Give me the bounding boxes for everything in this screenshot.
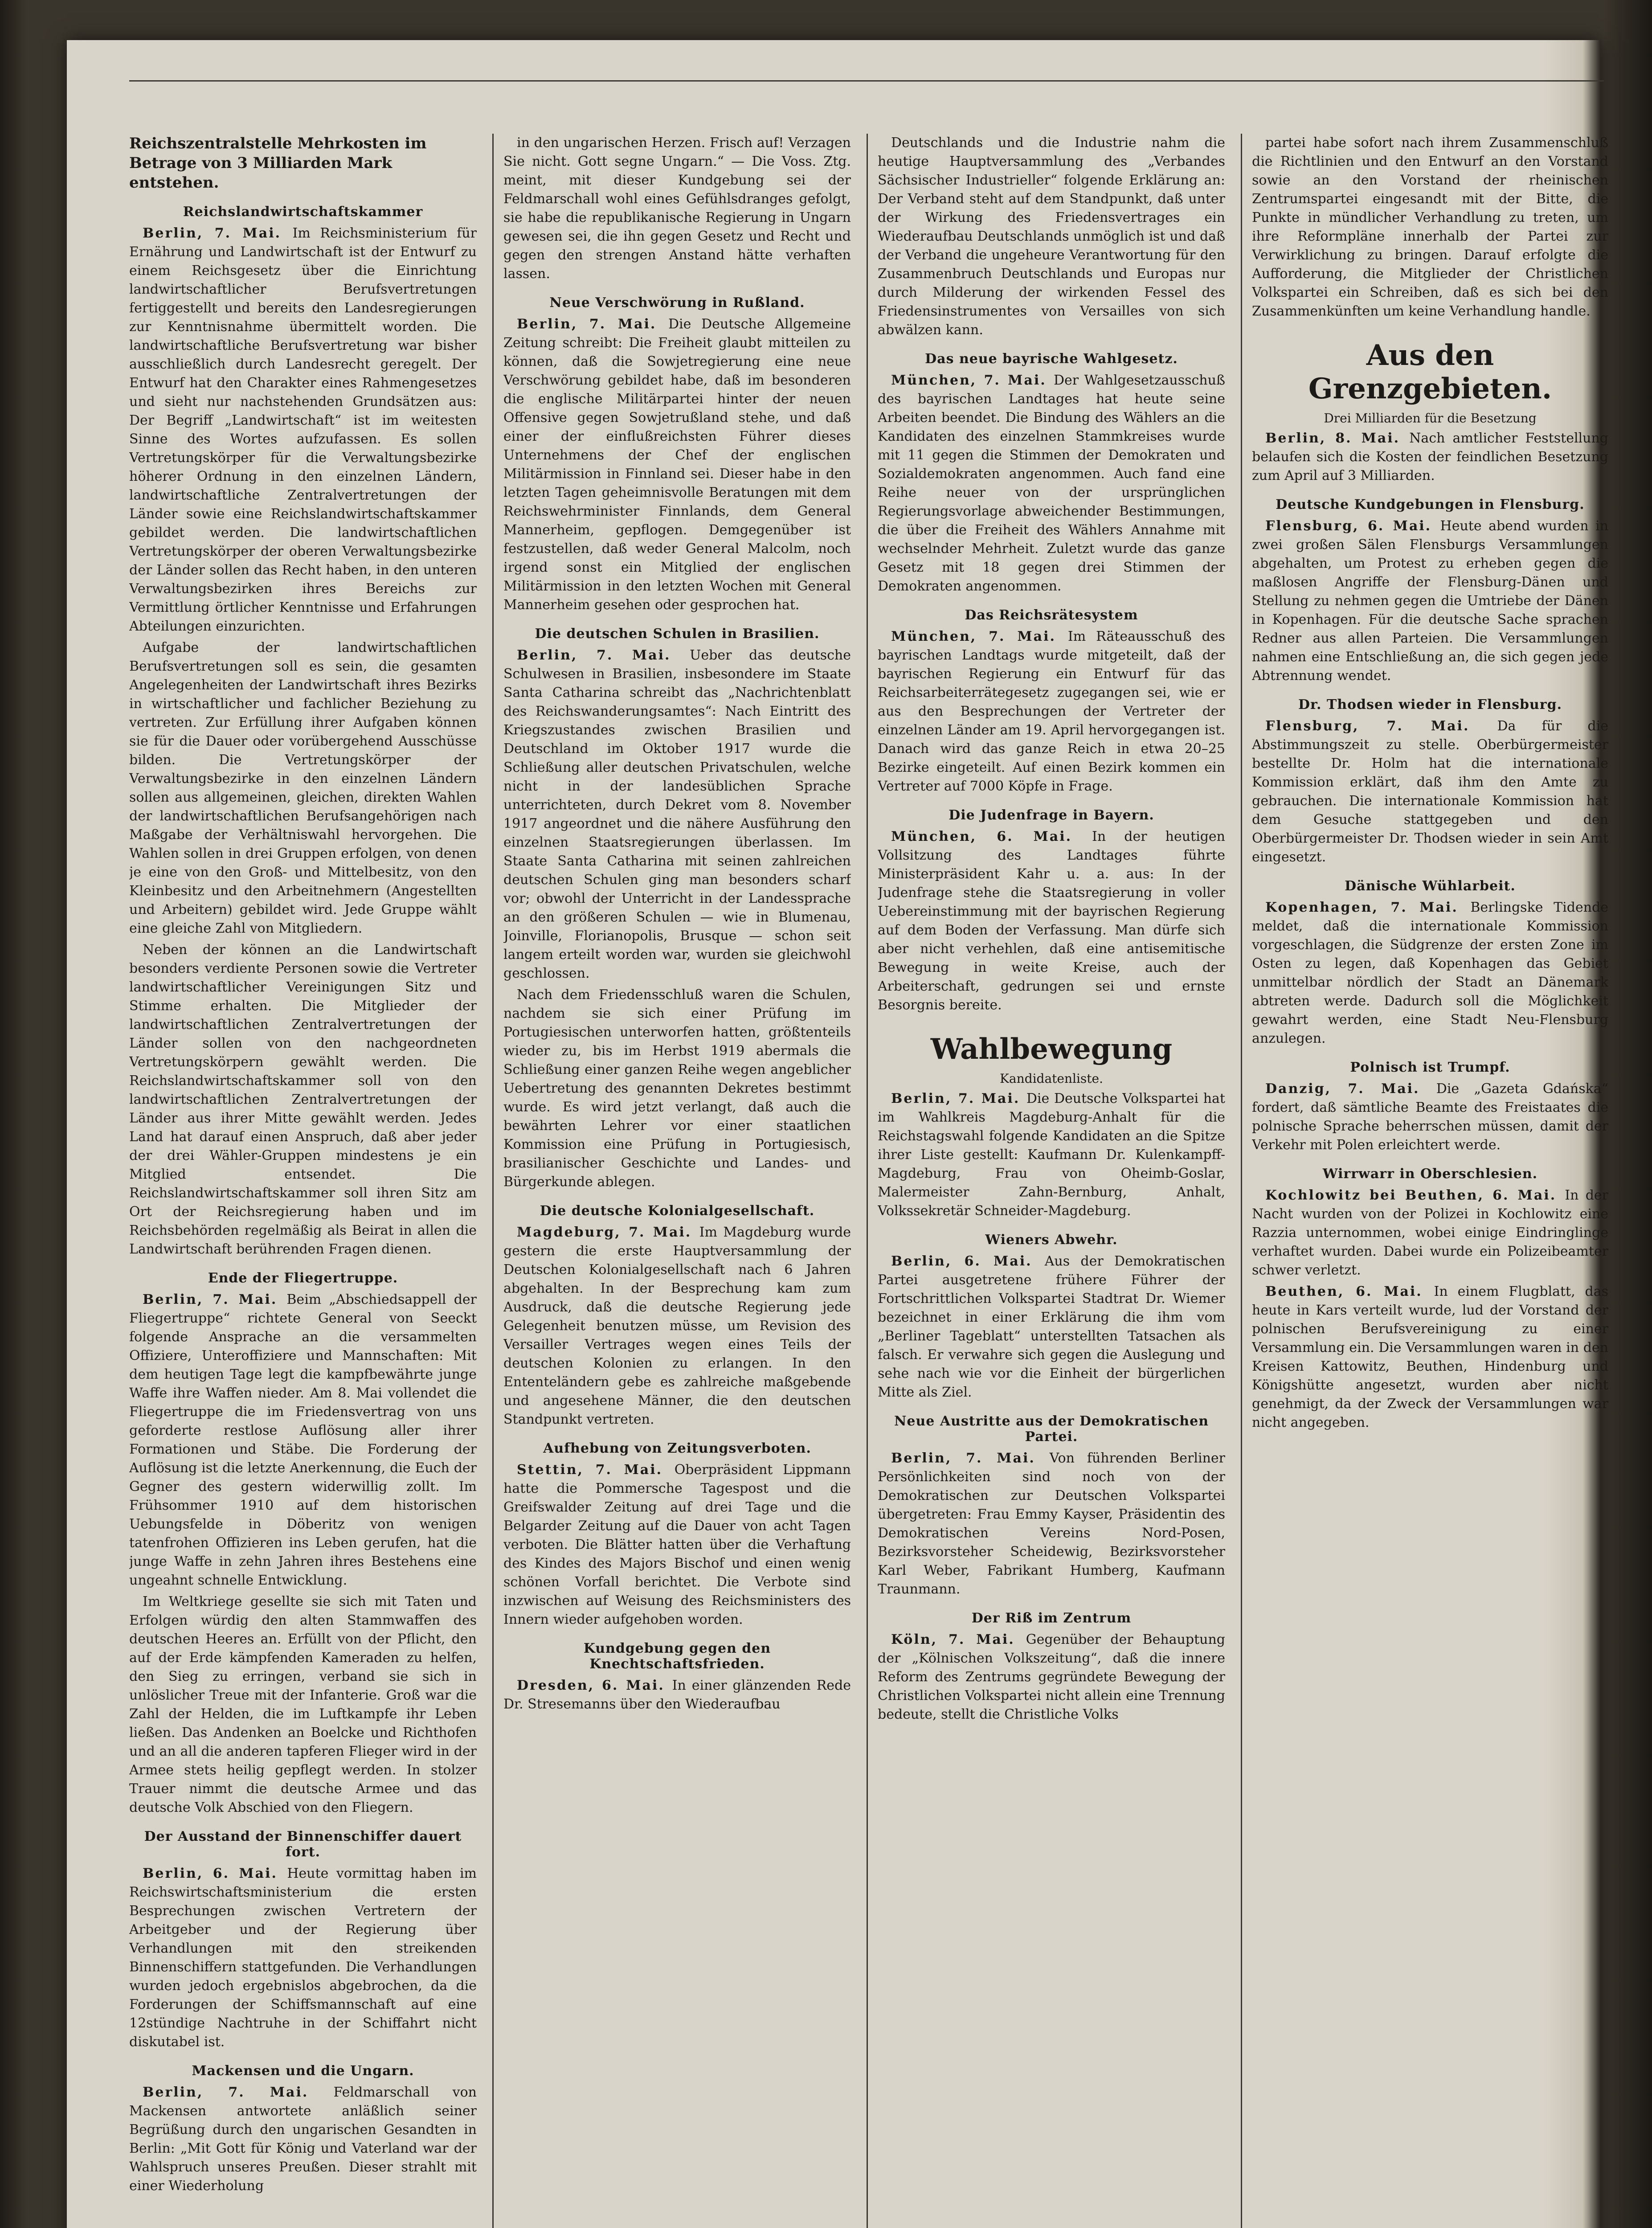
column-2	[503, 134, 851, 2228]
article-headline: Reichszentralstelle Mehrkosten im Betrage von 3 Milliarden Mark entstehen.	[129, 135, 427, 192]
article-paragraph	[1252, 517, 1608, 685]
article-paragraph	[878, 1089, 1225, 1220]
paragraph-text: Nach dem Friedensschluß waren die Schulen, nachdem sie sich einer Prüfung im Portugiesischen unterworfen hatten, größtenteils wieder zu, bis im Herbst 1919 abermals die Schließung einer ganzen Reihe wegen angeblicher Uebertretung des genannten Dekretes bestimmt wurde. Es wird jetzt verlangt, daß auch die bewährten Lehrer vor einer staatlichen Kommission eine Prüfung in Portugiesisch, brasilianischer Geschichte und Landes- und Bürgerkunde ablegen.	[503, 987, 851, 1190]
article-subheading: Die deutsche Kolonialgesellschaft.	[540, 1203, 815, 1219]
paragraph-text: partei habe sofort nach ihrem Zusammenschluß die Richtlinien und den Entwurf an den Vorstand sowie an den Vorstand der rheinischen Zentrumspartei eingesandt mit der Bitte, die Punkte in mündlicher Verhandlung zu treten, um ihre Reformpläne innerhalb der Partei zur Verwirklichung zu bringen. Darauf erfolgte die Aufforderung, die Mitglieder der Christlichen Volkspartei ein Schreiben, daß es sich bei den Zusammenkünften um keine Verhandlung handle.	[1252, 135, 1608, 319]
article-paragraph	[1252, 717, 1608, 867]
article-subheading: Kundgebung gegen den Knechtschaftsfrieden.	[583, 1641, 771, 1672]
article-paragraph	[503, 646, 851, 983]
paragraph-text: Beim „Abschiedsappell der Fliegertruppe“ richtete General von Seeckt folgende Ansprache an die versammelten Offiziere, Unteroffiziere und Mannschaften: Mit dem heutigen Tage legt die kampfbewährte junge Waffe ihre Waffen nieder. Am 8. Mai vollendet die Fliegertruppe die im Friedensvertrag von uns geforderte restlose Auflösung aller ihrer Formationen und Stäbe. Die Forderung der Auflösung ist die letzte Anerkennung, die Euch der Gegner des gestern widerwillig zollt. Im Frühsommer 1910 auf dem historischen Uebungsfelde in Döberitz von wenigen tatenfrohen Offizieren ins Leben gerufen, hat die junge Waffe in zehn Jahren ihres Bestehens eine ungeahnt schnelle Entwicklung.	[129, 1292, 477, 1588]
article-paragraph	[503, 1676, 851, 1714]
column-4	[1252, 134, 1608, 2228]
article-paragraph	[129, 639, 477, 938]
dateline: Stettin, 7. Mai.	[517, 1462, 675, 1478]
page-body	[129, 134, 1608, 2228]
paragraph-text: In der heutigen Vollsitzung des Landtages führte Ministerpräsident Kahr u. a. aus: In der Judenfrage stehe die Staatsregierung in voller Uebereinstimmung mit der bayrischen Regierung auf dem Boden der Verfassung. Man dürfe sich aber nicht verhehlen, daß eine antisemitische Bewegung in weite Kreise, auch der Arbeiterschaft, gedrungen sei und ernste Besorgnis bereite.	[878, 829, 1225, 1013]
dateline: Kopenhagen, 7. Mai.	[1265, 900, 1471, 915]
newspaper-page	[67, 40, 1608, 2228]
article-paragraph	[129, 941, 477, 1259]
article-paragraph	[129, 1864, 477, 2052]
article-paragraph	[503, 1223, 851, 1429]
dateline: Berlin, 6. Mai.	[891, 1253, 1045, 1269]
article-subheading: Deutsche Kundgebungen in Flensburg.	[1276, 497, 1585, 512]
dateline: Berlin, 7. Mai.	[517, 316, 668, 332]
paragraph-text: Aus der Demokratischen Partei ausgetretene frühere Führer der Fortschrittlichen Volkspartei Stadtrat Dr. Wiemer bezeichnet in einer Erklärung die ihm vom „Berliner Tageblatt“ unterstellten Tatsachen als falsch. Er verwahre sich gegen die Auslegung und sehe nach wie vor die Einheit der bürgerlichen Mitte als Ziel.	[878, 1253, 1225, 1400]
article-subheading: Das Reichsrätesystem	[965, 607, 1138, 623]
top-rule	[129, 80, 1604, 82]
article-subheading: Polnisch ist Trumpf.	[1350, 1060, 1510, 1075]
article-paragraph	[1252, 898, 1608, 1048]
article-paragraph	[1252, 429, 1608, 485]
article-paragraph	[878, 627, 1225, 796]
article-paragraph	[503, 134, 851, 283]
article-subheading: Reichslandwirtschaftskammer	[183, 204, 423, 220]
column-rule	[1241, 134, 1242, 2228]
paragraph-text: Die Deutsche Allgemeine Zeitung schreibt: Die Freiheit glaubt mitteilen zu können, daß die Sowjetregierung eine neue Verschwörung gebildet habe, daß im besonderen die englische Militärpartei hinter der neuen Offensive gegen Sowjetrußland stehe, und daß einer der einflußreichsten Führer dieses Unternehmens der Chef der englischen Militärmission in Finnland sei. Dieser habe in den letzten Tagen geheimnisvolle Beratungen mit dem Reichswehrminister Finnlands, dem General Mannerheim, gepflogen. Demgegenüber ist festzustellen, daß weder General Malcolm, noch irgend sonst ein Mitglied der englischen Militärmission in den letzten Wochen mit General Mannerheim gesehen oder gesprochen hat.	[503, 316, 851, 613]
paragraph-text: Von führenden Berliner Persönlichkeiten sind noch von der Demokratischen zur Deutschen Volkspartei übergetreten: Frau Emmy Kayser, Präsidentin des Demokratischen Vereins Nord-Posen, Bezirksvorsteher Scheidewig, Bezirksvorsteher Karl Weber, Fabrikant Humberg, Kaufmann Traunmann.	[878, 1450, 1225, 1597]
article-subheading: Aufhebung von Zeitungsverboten.	[543, 1441, 811, 1456]
article-subheading: Die Judenfrage in Bayern.	[949, 807, 1154, 823]
dateline: Berlin, 7. Mai.	[891, 1091, 1026, 1106]
article-paragraph	[129, 1593, 477, 1817]
section-kicker: Kandidatenliste.	[1000, 1071, 1103, 1086]
article-subheading: Neue Austritte aus der Demokratischen Partei.	[894, 1413, 1209, 1445]
article-subheading: Das neue bayrische Wahlgesetz.	[925, 351, 1178, 367]
dateline: Berlin, 7. Mai.	[517, 647, 690, 663]
dateline: Flensburg, 7. Mai.	[1265, 718, 1497, 734]
paragraph-text: Im Reichsministerium für Ernährung und Landwirtschaft ist der Entwurf zu einem Reichsgesetz über die Einrichtung landwirtschaftlicher Berufsvertretungen fertiggestellt und bereits den Landesregierungen zur Kenntnisnahme übermittelt worden. Die landwirtschaftliche Berufsvertretung war bisher ausschließlich durch Landesrecht geregelt. Der Entwurf hat den Charakter eines Rahmengesetzes und sieht nur nachstehenden Grundsätzen aus: Der Begriff „Landwirtschaft“ ist im weitesten Sinne des Wortes aufzufassen. Es sollen Vertretungskörper für die Verwaltungsbezirke höherer Ordnung in den einzelnen Ländern, landwirtschaftliche Zentralvertretungen der Länder sowie eine Reichslandwirtschaftskammer gebildet werden. Die landwirtschaftlichen Vertretungskörper der oberen Verwaltungsbezirke der Länder sollen das Recht haben, in den unteren Verwaltungsbezirken ihres Bereichs zur Vermittlung örtlicher Kenntnisse und Erfahrungen Abteilungen einzurichten.	[129, 225, 477, 634]
paragraph-text: Im Räteausschuß des bayrischen Landtags wurde mitgeteilt, daß der bayrischen Regierung ein Entwurf für das Reichsarbeiterrätegesetz zugegangen sei, wie er aus den Besprechungen der Vertreter der einzelnen Länder am 19. April hervorgegangen ist. Danach wird das ganze Reich in etwa 20–25 Bezirke eingeteilt. Auf einen Bezirk kommen ein Vertreter auf 7000 Köpfe in Frage.	[878, 629, 1225, 794]
paragraph-text: Oberpräsident Lippmann hatte die Pommersche Tagespost und die Greifswalder Zeitung auf drei Tage und die Belgarder Zeitung auf die Dauer von acht Tagen verboten. Die Blätter hatten über die Verhaftung des Kindes des Majors Bischof und einen wenig schönen Vorfall berichtet. Die Verbote sind inzwischen auf Weisung des Reichsministers des Innern wieder aufgehoben worden.	[503, 1462, 851, 1627]
dateline: Berlin, 8. Mai.	[1265, 430, 1410, 446]
dateline: Dresden, 6. Mai.	[517, 1678, 672, 1693]
article-paragraph	[878, 1449, 1225, 1599]
column-rule	[492, 134, 494, 2228]
article-subheading: Der Riß im Zentrum	[971, 1610, 1132, 1626]
article-paragraph	[878, 134, 1225, 340]
dateline: Berlin, 7. Mai.	[143, 1292, 287, 1307]
paragraph-text: Berlingske Tidende meldet, daß die internationale Kommission vorgeschlagen, die Südgrenze der ersten Zone im Osten zu legen, daß Kopenhagen das Gebiet unmittelbar nördlich der Stadt an Dänemark abtreten werde. Dadurch soll die Möglichkeit gewahrt werden, eine Stadt Neu-Flensburg anzulegen.	[1252, 900, 1608, 1046]
paragraph-text: Feldmarschall von Mackensen antwortete anläßlich seiner Begrüßung durch den ungarischen Gesandten in Berlin: „Mit Gott für König und Vaterland war der Wahlspruch unseres Preußen. Dieser strahlt mit einer Wiederholung	[129, 2085, 477, 2194]
paragraph-text: Der Wahlgesetzausschuß des bayrischen Landtages hat heute seine Arbeiten beendet. Die Bindung des Wählers an die Kandidaten des einzelnen Stammkreises wurde mit 11 gegen die Stimmen der Demokraten und Sozialdemokraten angenommen. Auch fand eine Reihe neuer von der ursprünglichen Regierungsvorlage abweichender Bestimmungen, die über die Freiheit des Wählers Annahme mit wechselnder Mehrheit. Zuletzt wurde das ganze Gesetz mit 18 gegen drei Stimmen der Demokraten angenommen.	[878, 373, 1225, 594]
dateline: Berlin, 6. Mai.	[143, 1866, 287, 1881]
dateline: Magdeburg, 7. Mai.	[517, 1225, 699, 1240]
article-paragraph	[503, 986, 851, 1192]
dateline: Kochlowitz bei Beuthen, 6. Mai.	[1265, 1188, 1565, 1203]
article-subheading: Dr. Thodsen wieder in Flensburg.	[1298, 697, 1562, 713]
section-heading: Wahlbewegung	[930, 1032, 1173, 1066]
article-subheading: Der Ausstand der Binnenschiffer dauert fort.	[144, 1829, 462, 1860]
paragraph-text: In einer glänzenden Rede Dr. Stresemanns über den Wiederaufbau	[503, 1678, 851, 1712]
article-paragraph	[129, 2083, 477, 2195]
paragraph-text: Im Magdeburg wurde gestern die erste Hauptversammlung der Deutschen Kolonialgesellschaft nach 6 Jahren abgehalten. In der Besprechung kam zum Ausdruck, daß die deutsche Regierung jede Gelegenheit benutzen müsse, um Revision des Versailler Vertrages wegen eines Teils der deutschen Kolonien zu erlangen. In den Ententeländern gebe es zahlreiche maßgebende und angesehene Männer, die den deutschen Standpunkt vertreten.	[503, 1225, 851, 1427]
dateline: Berlin, 7. Mai.	[143, 225, 293, 241]
article-paragraph	[878, 1630, 1225, 1724]
article-paragraph	[878, 371, 1225, 596]
article-paragraph	[1252, 1282, 1608, 1432]
column-3	[878, 134, 1225, 2228]
paragraph-text: Heute vormittag haben im Reichswirtschaftsministerium die ersten Besprechungen zwischen Vertretern der Arbeitgeber und der Regierung über Verhandlungen mit den streikenden Binnenschiffern stattgefunden. Die Verhandlungen wurden jedoch ergebnislos abgebrochen, da die Forderungen der Schiffsmannschaft auf eine 12stündige Nachtruhe in der Schiffahrt nicht diskutabel ist.	[129, 1866, 477, 2050]
paragraph-text: Die „Gazeta Gdańska“ fordert, daß sämtliche Beamte des Freistaates die polnische Sprache beherrschen müssen, damit der Verkehr mit Polen erleichtert werde.	[1252, 1081, 1608, 1153]
article-paragraph	[1252, 1186, 1608, 1280]
article-subheading: Wieners Abwehr.	[985, 1232, 1118, 1248]
article-paragraph	[129, 1290, 477, 1590]
paragraph-text: Gegenüber der Behauptung der „Kölnischen Volkszeitung“, daß die innere Reform des Zentrums gegründete Bewegung der Christlichen Volkspartei nicht allein eine Trennung bedeute, stellt die Christliche Volks	[878, 1632, 1225, 1722]
paragraph-text: Aufgabe der landwirtschaftlichen Berufsvertretungen soll es sein, die gesamten Angelegenheiten der Landwirtschaft ihres Bezirks in wirtschaftlicher und fachlicher Beziehung zu vertreten. Zur Erfüllung ihrer Aufgaben können sie für die Dauer oder vorübergehend Ausschüsse bilden. Die Vertretungskörper der Verwaltungsbezirke in den einzelnen Ländern sollen aus allgemeinen, gleichen, direkten Wahlen der landwirtschaftlichen Berufsangehörigen nach Maßgabe der Verhältniswahl hervorgehen. Die Wahlen sollen in drei Gruppen erfolgen, von denen je eine von den Groß- und Mittelbesitz, von den Kleinbesitz und den Arbeitnehmern (Angestellten und Arbeitern) gebildet wird. Jede Gruppe wählt eine gleiche Zahl von Mitgliedern.	[129, 640, 477, 936]
article-paragraph	[878, 827, 1225, 1015]
paragraph-text: Ueber das deutsche Schulwesen in Brasilien, insbesondere im Staate Santa Catharina schreibt das „Nachrichtenblatt des Reichswanderungsamtes“: Nach Eintritt des Kriegszustandes zwischen Brasilien und Deutschland im Oktober 1917 wurde die Schließung aller deutschen Privatschulen, welche nicht in der landesüblichen Sprache unterrichteten, durch Dekret vom 8. November 1917 angeordnet und die nähere Ausführung den einzelnen Staatsregierungen überlassen. Im Staate Santa Catharina mit seinen zahlreichen deutschen Schulen ging man besonders scharf vor; obwohl der Unterricht in der Landessprache an den größeren Schulen — wie in Blumenau, Joinville, Florianopolis, Brusque — schon seit langem erteilt worden war, wurden sie gleichwohl geschlossen.	[503, 647, 851, 981]
dateline: München, 7. Mai.	[891, 373, 1054, 388]
section-kicker: Drei Milliarden für die Besetzung	[1324, 411, 1537, 426]
paragraph-text: Nach amtlicher Feststellung belaufen sich die Kosten der feindlichen Besetzung zum April auf 3 Milliarden.	[1252, 430, 1608, 483]
article-paragraph	[129, 224, 477, 636]
column-rule	[867, 134, 868, 2228]
article-subheading: Wirrwarr in Oberschlesien.	[1322, 1166, 1538, 1182]
dateline: Berlin, 7. Mai.	[891, 1450, 1050, 1466]
article-subheading: Neue Verschwörung in Rußland.	[549, 295, 805, 311]
dateline: Beuthen, 6. Mai.	[1265, 1284, 1434, 1299]
paragraph-text: in den ungarischen Herzen. Frisch auf! Verzagen Sie nicht. Gott segne Ungarn.“ — Die Voss. Ztg. meint, mit dieser Kundgebung sei der Feldmarschall wohl eines Gefühlsdranges gefolgt, sie habe die republikanische Regierung in Ungarn gewesen sei, die ihn gegen Gesetz und Recht und gegen den strengen Anstand hätte verhaften lassen.	[503, 135, 851, 282]
article-subheading: Mackensen und die Ungarn.	[192, 2063, 414, 2079]
dateline: Berlin, 7. Mai.	[143, 2085, 334, 2100]
article-paragraph	[1252, 134, 1608, 321]
dateline: München, 7. Mai.	[891, 629, 1068, 644]
paragraph-text: Neben der können an die Landwirtschaft besonders verdiente Personen sowie die Vertreter landwirtschaftlicher Vereinigungen Sitz und Stimme erhalten. Die Mitglieder der landwirtschaftlichen Zentralvertretungen der Länder sollen von den nachgeordneten Vertretungskörpern gewählt werden. Die Reichslandwirtschaftskammer soll von den landwirtschaftlichen Zentralvertretungen der Länder aus ihrer Mitte gewählt werden. Jedes Land hat darauf einen Anspruch, daß aber jeder der drei Wähler-Gruppen mindestens je ein Mitglied entsendet. Die Reichslandwirtschaftskammer soll ihren Sitz am Ort der Reichsregierung haben und im Reichsbehörden regelmäßig als Beirat in allen die Landwirtschaft berührenden Fragen dienen.	[129, 942, 477, 1257]
paragraph-text: In der Nacht wurden von der Polizei in Kochlowitz eine Razzia unternommen, wobei einige Eindringlinge verhaftet wurden. Dabei wurde ein Polizeibeamter schwer verletzt.	[1252, 1188, 1608, 1278]
paragraph-text: In einem Flugblatt, das heute in Kars verteilt wurde, lud der Vorstand der polnischen Berufsvereinigung zu einer Versammlung ein. Die Versammlungen waren in den Kreisen Kattowitz, Beuthen, Hindenburg und Königshütte angesetzt, wurden aber nicht genehmigt, da der Zweck der Versammlungen war nicht angegeben.	[1252, 1284, 1608, 1430]
paragraph-text: Deutschlands und die Industrie nahm die heutige Hauptversammlung des „Verbandes Sächsischer Industrieller“ folgende Erklärung an: Der Verband steht auf dem Standpunkt, daß unter der Wirkung des Friedensvertrages ein Wiederaufbau Deutschlands unmöglich ist und daß der Verband die ungeheure Verantwortung für den Zusammenbruch Deutschlands und Europas nur durch Milderung der wirkenden Fessel des Friedensinstrumentes von Versailles von sich abwälzen kann.	[878, 135, 1225, 338]
article-paragraph	[878, 1252, 1225, 1402]
article-subheading: Ende der Fliegertruppe.	[208, 1270, 398, 1286]
article-paragraph	[1252, 1080, 1608, 1155]
column-1	[129, 134, 477, 2228]
dateline: München, 6. Mai.	[891, 829, 1092, 844]
section-heading: Aus den Grenzgebieten.	[1308, 339, 1552, 405]
article-paragraph	[503, 315, 851, 614]
dateline: Flensburg, 6. Mai.	[1265, 518, 1440, 534]
article-subheading: Dänische Wühlarbeit.	[1345, 878, 1516, 894]
article-paragraph	[503, 1461, 851, 1629]
paragraph-text: Da für die Abstimmungszeit zu stelle. Oberbürgermeister bestellte Dr. Holm hat die internationale Kommission erklärt, daß ihm den Amte zu gebrauchen. Die internationale Kommission hat dem Gesuche stattgegeben und den Oberbürgermeister Dr. Thodsen wieder in sein Amt eingesetzt.	[1252, 718, 1608, 865]
article-subheading: Die deutschen Schulen in Brasilien.	[535, 626, 820, 642]
paragraph-text: Im Weltkriege gesellte sie sich mit Taten und Erfolgen würdig den alten Stammwaffen des deutschen Heeres an. Erfüllt von der Pflicht, den auf der Erde kämpfenden Kameraden zu helfen, den Sieg zu erringen, verband sie sich in unlöslicher Treue mit der Infanterie. Groß war die Zahl der Helden, die im Luftkampfe ihr Leben ließen. Das Andenken an Boelcke und Richthofen und an all die anderen tapferen Flieger wird in der Armee stets heilig gepflegt werden. In stolzer Trauer nimmt die deutsche Armee und das deutsche Volk Abschied von den Fliegern.	[129, 1594, 477, 1815]
paragraph-text: Die Deutsche Volkspartei hat im Wahlkreis Magdeburg-Anhalt für die Reichstagswahl folgende Kandidaten an die Spitze ihrer Liste gestellt: Kaufmann Dr. Kulenkampff-Magdeburg, Frau von Oheimb-Goslar, Malermeister Zahn-Bernburg, Anhalt, Volkssekretär Schneider-Magdeburg.	[878, 1091, 1225, 1219]
dateline: Köln, 7. Mai.	[891, 1632, 1026, 1647]
dateline: Danzig, 7. Mai.	[1265, 1081, 1436, 1097]
paragraph-text: Heute abend wurden in zwei großen Sälen Flensburgs Versammlungen abgehalten, um Protest zu erheben gegen die maßlosen Angriffe der Flensburg-Dänen und Stellung zu nehmen gegen die Umtriebe der Dänen in Kopenhagen. Für die deutsche Sache sprachen Redner aus allen Parteien. Die Versammlungen nahmen eine Entschließung an, die sich gegen jede Abtrennung wendet.	[1252, 518, 1608, 684]
